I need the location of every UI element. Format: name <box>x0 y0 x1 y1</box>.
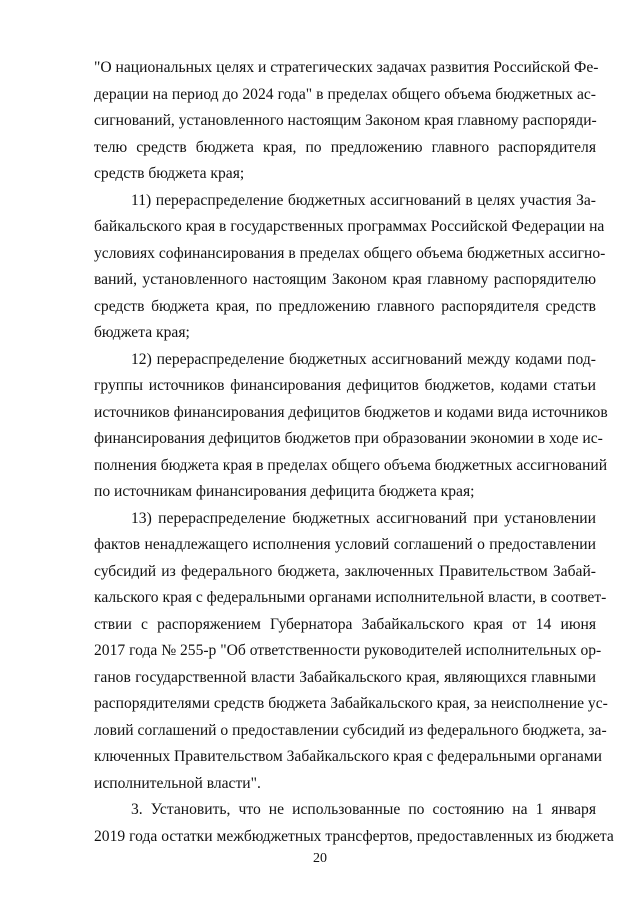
text-line: условиях софинансирования в пределах общего объема бюджетных ассигно- <box>94 244 606 262</box>
text-line: ганов государственной власти Забайкальского края, являющихся главными <box>94 668 596 686</box>
text-line: фактов ненадлежащего исполнения условий соглашений о предоставлении <box>94 536 596 553</box>
text-line: бюджета края; <box>94 324 190 341</box>
text-line: средств бюджета края, по предложению главного распорядителя средств <box>94 297 596 315</box>
text-line: кальского края с федеральными органами исполнительной власти, в соответ- <box>94 589 607 606</box>
text-line: ключенных Правительством Забайкальского края с федеральными органами <box>94 748 602 765</box>
text-line: сигнований, установленного настоящим Законом края главному распоряди- <box>94 112 597 129</box>
text-line: "О национальных целях и стратегических задачах развития Российской Фе- <box>94 59 599 76</box>
text-line: 2019 года остатки межбюджетных трансфертов, предоставленных из бюджета <box>94 827 614 845</box>
text-line: байкальского края в государственных программах Российской Федерации на <box>94 218 605 235</box>
text-line: источников финансирования дефицитов бюджетов и кодами вида источников <box>94 403 608 421</box>
text-line: ствии с распоряжением Губернатора Забайкальского края от 14 июня <box>94 615 596 633</box>
text-line: финансирования дефицитов бюджетов при образовании экономии в ходе ис- <box>94 430 603 447</box>
text-line: дерации на период до 2024 года" в пределах общего объема бюджетных ас- <box>94 85 596 103</box>
text-line: группы источников финансирования дефицитов бюджетов, кодами статьи <box>94 377 596 394</box>
text-line: полнения бюджета края в пределах общего объема бюджетных ассигнований <box>94 456 608 474</box>
text-line: 2017 года № 255-р "Об ответственности руководителей исполнительных ор- <box>94 642 602 659</box>
text-line: ваний, установленного настоящим Законом края главному распорядителю <box>94 271 596 288</box>
text-line: субсидий из федерального бюджета, заключенных Правительством Забай- <box>94 562 596 580</box>
text-line: 13) перераспределение бюджетных ассигнований при установлении <box>131 509 596 527</box>
page-number: 20 <box>313 851 327 866</box>
text-line: телю средств бюджета края, по предложению главного распорядителя <box>94 138 596 156</box>
text-line: распорядителями средств бюджета Забайкальского края, за неисполнение ус- <box>94 695 608 712</box>
text-line: по источникам финансирования дефицита бюджета края; <box>94 483 475 500</box>
text-line: исполнительной власти". <box>94 774 261 792</box>
text-line: 12) перераспределение бюджетных ассигнований между кодами под- <box>131 350 596 368</box>
text-line: 11) перераспределение бюджетных ассигнований в целях участия За- <box>131 191 596 209</box>
text-line: средств бюджета края; <box>94 165 245 182</box>
text-line: 3. Установить, что не использованные по состоянию на 1 января <box>131 801 596 818</box>
text-line: ловий соглашений о предоставлении субсидий из федерального бюджета, за- <box>94 721 607 739</box>
